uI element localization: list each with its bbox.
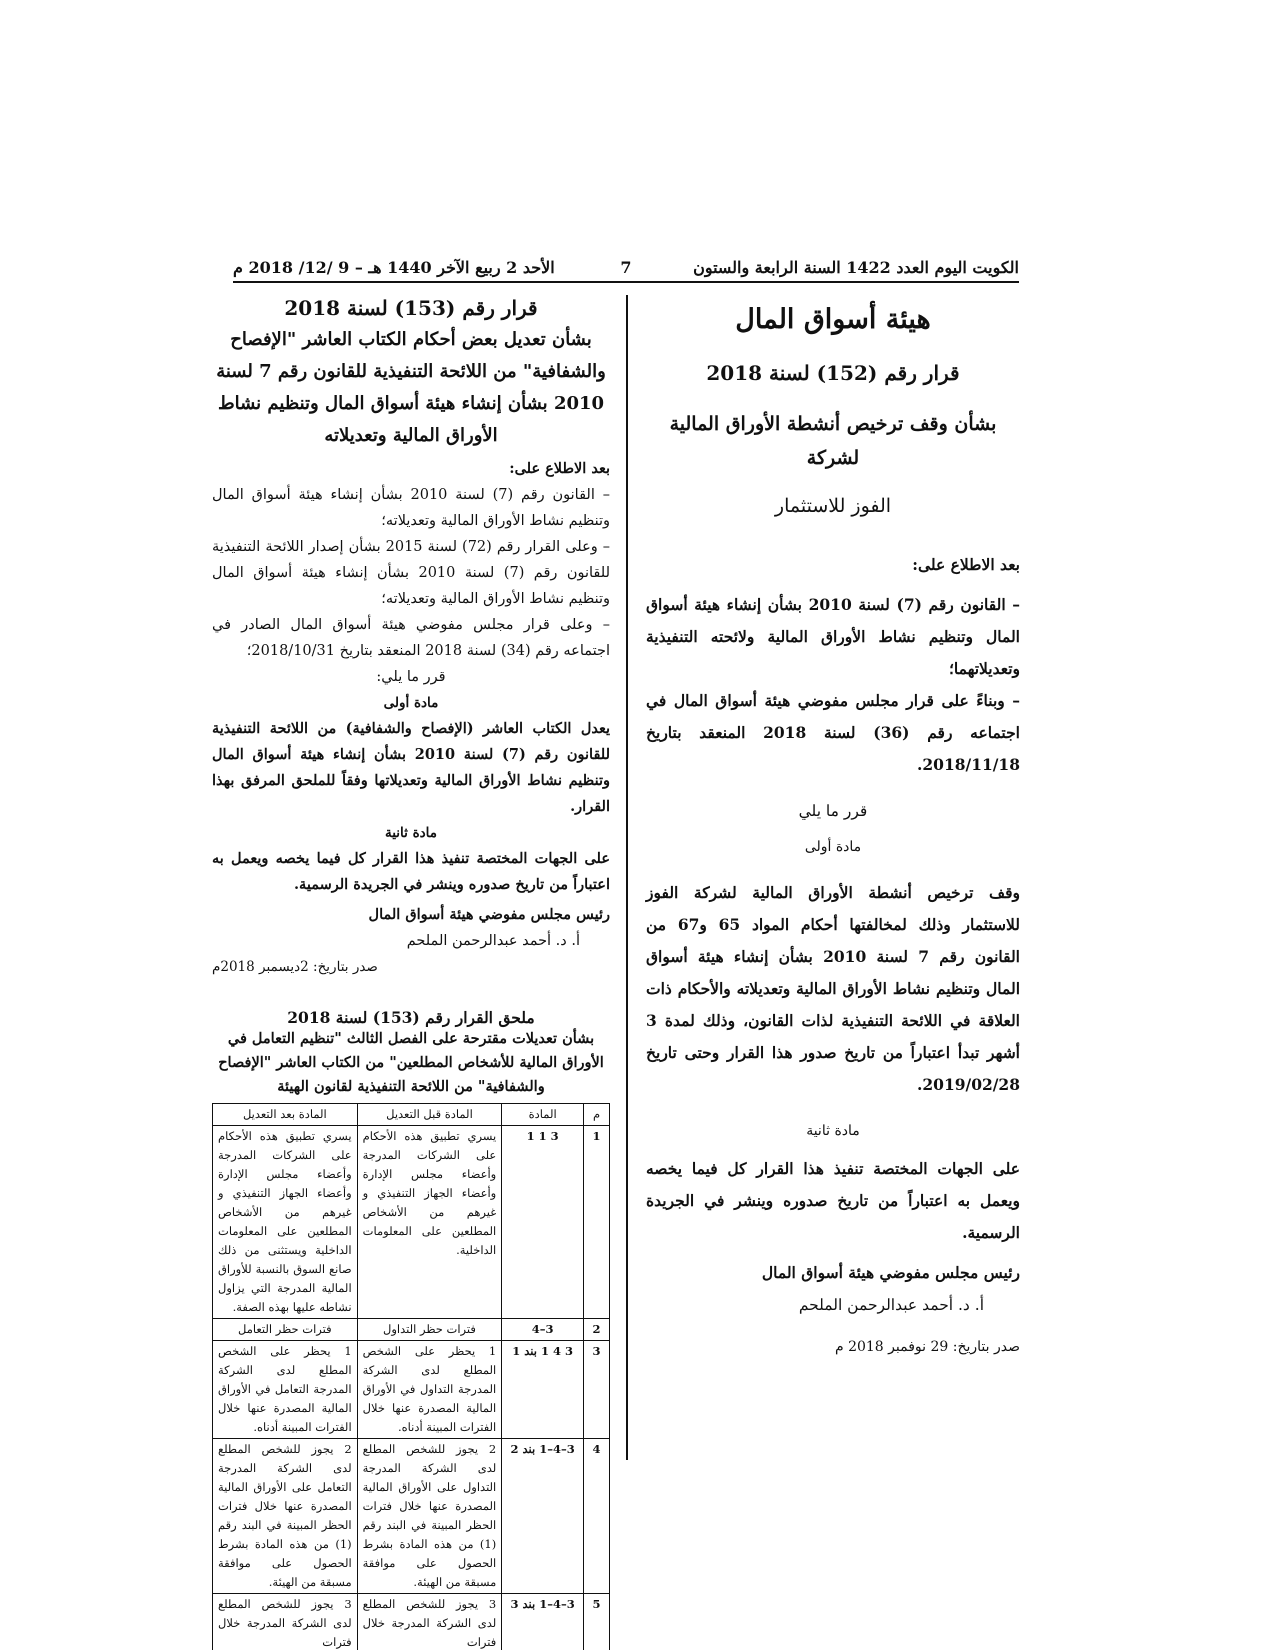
text-after: 2 يجوز للشخص المطلع لدى الشركة المدرجة التعامل على الأوراق المالية المصدرة عنها خلال فترات الحظر المبينة في البند رقم (1) من هذه المادة بشرط الحصول على موافقة مسبقة من الهيئة. <box>213 1439 358 1594</box>
after-review: بعد الاطلاع على: <box>509 460 610 477</box>
article-ref: 3 4 1 بند 1 <box>502 1341 584 1439</box>
article-heading: مادة أولى <box>804 839 862 855</box>
column-header: م <box>584 1104 610 1126</box>
table-header-row <box>213 1104 610 1126</box>
reference-item: – القانون رقم (7) لسنة 2010 بشأن إنشاء هيئة أسواق المال وتنظيم نشاط الأوراق المالية ولائحته التنفيذية وتعديلاتهما؛ <box>646 595 1021 678</box>
article-ref: 3–4–1 بند 3 <box>502 1594 584 1650</box>
article-heading: مادة أولى <box>383 695 439 711</box>
text-after: يسري تطبيق هذه الأحكام على الشركات المدرجة وأعضاء مجلس الإدارة وأعضاء الجهاز التنفيذي و غيرهم من الأشخاص المطلعين على المعلومات الداخلية ويستثنى من ذلك صانع السوق بالنسبة للأوراق المالية المدرجة التي يزاول نشاطه عليها بهذه الصفة. <box>213 1126 358 1319</box>
issue-date: الأحد 2 ربيع الآخر 1440 هـ – 9 /12/ 2018 م <box>233 258 555 277</box>
row-number: 4 <box>584 1439 610 1594</box>
decision-subject-line: بشأن وقف ترخيص أنشطة الأوراق المالية لشركة <box>669 413 997 469</box>
row-number: 2 <box>584 1319 610 1341</box>
row-number: 3 <box>584 1341 610 1439</box>
row-number: 1 <box>584 1126 610 1319</box>
gazette-issue: الكويت اليوم العدد 1422 السنة الرابعة والستون <box>693 258 1019 277</box>
signer-name: أ. د. أحمد عبدالرحمن الملحم <box>406 933 580 949</box>
column-divider <box>626 295 628 1460</box>
article-text: على الجهات المختصة تنفيذ هذا القرار كل فيما يخصه ويعمل به اعتباراً من تاريخ صدوره وينشر في الجريدة الرسمية. <box>212 850 610 893</box>
article-heading: مادة ثانية <box>384 825 438 841</box>
header-divider <box>233 281 1019 283</box>
reference-item: – وبناءً على قرار مجلس مفوضي هيئة أسواق المال في اجتماعه رقم (36) لسنة 2018 المنعقد بتاريخ 2018/11/18. <box>646 691 1020 774</box>
text-before: فترات حظر التداول <box>357 1319 502 1341</box>
article-text: وقف ترخيص أنشطة الأوراق المالية لشركة الفوز للاستثمار وذلك لمخالفتها أحكام المواد 65 و67 من القانون رقم 7 لسنة 2010 بشأن إنشاء هيئة أسواق المال وتنظيم نشاط الأوراق المالية وتعديلاته والأحكام ذات العلاقة في اللائحة التنفيذية لذات القانون، وذلك لمدة 3 أشهر تبدأ اعتباراً من تاريخ صدور هذا القرار وحتى تاريخ 2019/02/28. <box>646 883 1020 1094</box>
table-row <box>213 1594 610 1650</box>
table-row <box>213 1126 610 1319</box>
article-text: يعدل الكتاب العاشر (الإفصاح والشفافية) من اللائحة التنفيذية للقانون رقم (7) لسنة 2010 بشأن إنشاء هيئة أسواق المال وتنظيم نشاط الأوراق المالية وتعديلاتها وفقاً للملحق المرفق بهذا القرار. <box>212 720 610 815</box>
article-heading: مادة ثانية <box>806 1123 860 1139</box>
article-ref: 3–4 <box>502 1319 584 1341</box>
issue-date-line: صدر بتاريخ: 2ديسمبر 2018م <box>212 959 378 975</box>
decision-title: قرار رقم (153) لسنة 2018 <box>284 296 538 320</box>
decision-152 <box>646 296 1020 1363</box>
text-after: 3 يجوز للشخص المطلع لدى الشركة المدرجة خلال فترات <box>213 1594 358 1650</box>
column-header: المادة بعد التعديل <box>213 1104 358 1126</box>
row-number: 5 <box>584 1594 610 1650</box>
signer-title: رئيس مجلس مفوضي هيئة أسواق المال <box>368 906 610 923</box>
authority-name: هيئة أسواق المال <box>735 304 931 335</box>
decision-title: قرار رقم (152) لسنة 2018 <box>706 361 960 385</box>
decided-heading: قرر ما يلي <box>798 802 868 820</box>
text-before: 1 يحظر على الشخص المطلع لدى الشركة المدرجة التداول في الأوراق المالية المصدرة عنها خلال الفترات المبينة أدناه. <box>357 1341 502 1439</box>
column-header: المادة <box>502 1104 584 1126</box>
decided-heading: قرر ما يلي: <box>376 669 446 685</box>
signer-name: أ. د. أحمد عبدالرحمن الملحم <box>798 1296 984 1314</box>
page-header <box>233 258 1019 282</box>
column-header: المادة قبل التعديل <box>357 1104 502 1126</box>
decision-153 <box>212 296 610 1650</box>
text-before: 2 يجوز للشخص المطلع لدى الشركة المدرجة التداول على الأوراق المالية المصدرة عنها خلال فترات الحظر المبينة في البند رقم (1) من هذه المادة بشرط الحصول على موافقة مسبقة من الهيئة. <box>357 1439 502 1594</box>
text-after: 1 يحظر على الشخص المطلع لدى الشركة المدرجة التعامل في الأوراق المالية المصدرة عنها خلال الفترات المبينة أدناه. <box>213 1341 358 1439</box>
page-number: 7 <box>620 258 632 277</box>
text-before: 3 يجوز للشخص المطلع لدى الشركة المدرجة خلال فترات <box>357 1594 502 1650</box>
after-review: بعد الاطلاع على: <box>912 555 1020 574</box>
issue-date-line: صدر بتاريخ: 29 نوفمبر 2018 م <box>834 1339 1020 1355</box>
text-before: يسري تطبيق هذه الأحكام على الشركات المدرجة وأعضاء مجلس الإدارة وأعضاء الجهاز التنفيذي و غيرهم من الأشخاص المطلعين على المعلومات الداخلية. <box>357 1126 502 1319</box>
article-ref: 3–4–1 بند 2 <box>502 1439 584 1594</box>
table-row <box>213 1439 610 1594</box>
reference-item: – القانون رقم (7) لسنة 2010 بشأن إنشاء هيئة أسواق المال وتنظيم نشاط الأوراق المالية وتعديلاته؛ <box>212 487 610 529</box>
annex-subject: بشأن تعديلات مقترحة على الفصل الثالث "تنظيم التعامل في الأوراق المالية للأشخاص المطلعين" من الكتاب العاشر "الإفصاح والشفافية" من اللائحة التنفيذية لقانون الهيئة <box>218 1030 604 1095</box>
table-row <box>213 1319 610 1341</box>
text-after: فترات حظر التعامل <box>213 1319 358 1341</box>
decision-subject-line: الفوز للاستثمار <box>774 495 892 517</box>
annex-title: ملحق القرار رقم (153) لسنة 2018 <box>287 1008 535 1027</box>
amendments-table <box>212 1103 610 1650</box>
signer-title: رئيس مجلس مفوضي هيئة أسواق المال <box>761 1263 1020 1282</box>
reference-item: – وعلى قرار مجلس مفوضي هيئة أسواق المال الصادر في اجتماعه رقم (34) لسنة 2018 المنعقد بتاريخ 2018/10/31؛ <box>212 617 610 659</box>
article-ref: 3 1 1 <box>502 1126 584 1319</box>
reference-item: – وعلى القرار رقم (72) لسنة 2015 بشأن إصدار اللائحة التنفيذية للقانون رقم (7) لسنة 2010 بشأن إنشاء هيئة أسواق المال وتنظيم نشاط الأوراق المالية وتعديلاته؛ <box>212 539 610 607</box>
decision-subject: بشأن تعديل بعض أحكام الكتاب العاشر "الإفصاح والشفافية" من اللائحة التنفيذية للقانون رقم 7 لسنة 2010 بشأن إنشاء هيئة أسواق المال وتنظيم نشاط الأوراق المالية وتعديلاته <box>216 329 606 446</box>
article-text: على الجهات المختصة تنفيذ هذا القرار كل فيما يخصه ويعمل به اعتباراً من تاريخ صدوره وينشر في الجريدة الرسمية. <box>646 1159 1020 1242</box>
table-row <box>213 1341 610 1439</box>
decision-subject <box>646 407 1020 523</box>
